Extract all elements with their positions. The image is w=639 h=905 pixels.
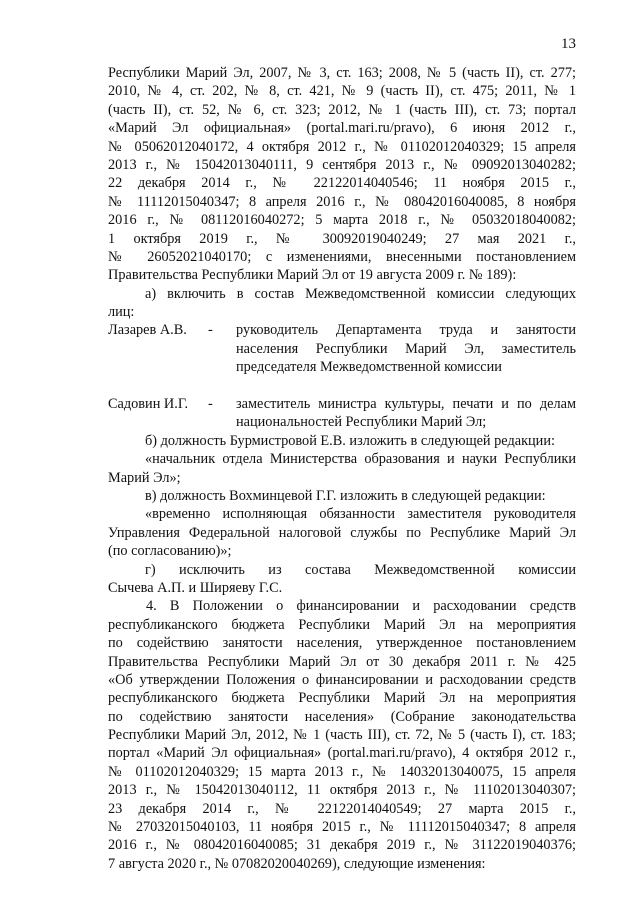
member-description-line: населения Республики Марий Эл, заместитель: [236, 340, 576, 357]
section-4-line: по содействию занятости населения, утвержденное постановлением: [108, 635, 576, 652]
item-v-line: «временно исполняющая обязанности заместителя руководителя: [145, 506, 576, 523]
text-line: 2016 г., № 08112016040272; 5 марта 2018 г., № 05032018040082;: [108, 212, 576, 229]
member-entry: [108, 395, 576, 432]
text-line: 22 декабря 2014 г., № 22122014040546; 11 ноября 2015 г.,: [108, 175, 576, 192]
section-4-line: № 01102012040329; 15 марта 2013 г., № 14032013040075, 15 апреля: [108, 763, 576, 780]
item-a-line: лиц:: [108, 304, 135, 321]
text-line: Правительства Республики Марий Эл от 19 августа 2009 г. № 189):: [108, 267, 517, 284]
section-4-line: № 27032015040103, 11 ноября 2015 г., № 11112015040347; 8 апреля: [108, 819, 576, 836]
text-line: (часть II), ст. 52, № 6, ст. 323; 2012, № 1 (часть III), ст. 73; портал: [108, 101, 576, 118]
member-description: [236, 321, 576, 376]
item-v-line: Управления Федеральной налоговой службы по Республике Марий Эл: [108, 524, 576, 541]
item-g: [108, 561, 576, 598]
text-line: 1 октября 2019 г., № 30092019040249; 27 мая 2021 г.,: [108, 230, 576, 247]
section-4-line: «Об утверждении Положения о финансировании и расходовании средств: [108, 671, 576, 688]
item-b-line: Марий Эл»;: [108, 469, 181, 486]
text-line: Республики Марий Эл, 2007, № 3, ст. 163; 2008, № 5 (часть II), ст. 277;: [108, 65, 576, 81]
section-4-line: портал «Марий Эл официальная» (portal.mari.ru/pravo), 4 октября 2012 г.,: [108, 745, 576, 762]
text-line: 2010, № 4, ст. 202, № 8, ст. 421, № 9 (часть II), ст. 475; 2011, № 1: [108, 83, 576, 100]
section-4-line: 4. В Положении о финансировании и расходовании средств: [146, 598, 576, 615]
section-4-line: республиканского бюджета Республики Марий Эл на мероприятия: [108, 616, 576, 633]
member-description: [236, 395, 576, 432]
item-b: [108, 432, 576, 487]
section-4-line: Правительства Республики Марий Эл от 30 декабря 2011 г. № 425: [108, 653, 576, 670]
section-4-line: 2013 г., № 15042013040112, 11 октября 2013 г., № 11102013040307;: [108, 782, 576, 799]
section-4-line: 7 августа 2020 г., № 07082020040269), следующие изменения:: [108, 855, 486, 872]
text-line: 2013 г., № 15042013040111, 9 сентября 2013 г., № 09092013040282;: [108, 156, 576, 173]
item-b-line: «начальник отдела Министерства образования и науки Республики: [145, 451, 576, 468]
document-body: [108, 64, 576, 873]
item-g-line: Сычева А.П. и Ширяеву Г.С.: [108, 579, 283, 596]
member-description-line: руководитель Департамента труда и занятости: [236, 322, 576, 339]
section-4-line: республиканского бюджета Республики Марий Эл на мероприятия: [108, 690, 576, 707]
section-4-line: 23 декабря 2014 г., № 22122014040549; 27 марта 2015 г.,: [108, 800, 576, 817]
item-a-line: а) включить в состав Межведомственной комиссии следующих: [145, 285, 576, 302]
member-description-line: национальностей Республики Марий Эл;: [236, 414, 487, 431]
section-4-line: Республики Марий Эл, 2012, № 1 (часть III), ст. 72, № 5 (часть I), ст. 183;: [108, 727, 576, 744]
member-dash: -: [208, 322, 213, 339]
item-v-head: в) должность Вохминцевой Г.Г. изложить в следующей редакции:: [145, 487, 546, 504]
item-v: [108, 487, 576, 561]
item-a: [108, 285, 576, 322]
paragraph-citations: [108, 64, 576, 285]
page-number: 13: [561, 36, 576, 52]
text-line: «Марий Эл официальная» (portal.mari.ru/pravo), 6 июня 2012 г.,: [108, 120, 576, 137]
text-line: № 26052021040170; с изменениями, внесенными постановлением: [108, 248, 576, 265]
section-4-line: по содействию занятости населения» (Собрание законодательства: [108, 708, 576, 725]
member-name: Садовин И.Г.: [108, 396, 189, 413]
section-4-line: 2016 г., № 08042016040085; 31 декабря 2019 г., № 31122019040376;: [108, 837, 576, 854]
text-line: № 11112015040347; 8 апреля 2016 г., № 08042016040085, 8 ноября: [108, 193, 576, 210]
item-b-head: б) должность Бурмистровой Е.В. изложить в следующей редакции:: [145, 432, 555, 449]
section-4: [108, 597, 576, 873]
member-description-line: председателя Межведомственной комиссии: [236, 359, 502, 376]
text-line: № 05062012040172, 4 октября 2012 г., № 01102012040329; 15 апреля: [108, 138, 576, 155]
member-entry: [108, 321, 576, 376]
member-description-line: заместитель министра культуры, печати и по делам: [236, 396, 576, 413]
member-dash: -: [208, 396, 213, 413]
member-name: Лазарев А.В.: [108, 322, 187, 339]
item-v-line: (по согласованию)»;: [108, 543, 232, 560]
spacer: [108, 377, 576, 395]
item-g-line: г) исключить из состава Межведомственной комиссии: [145, 561, 576, 578]
